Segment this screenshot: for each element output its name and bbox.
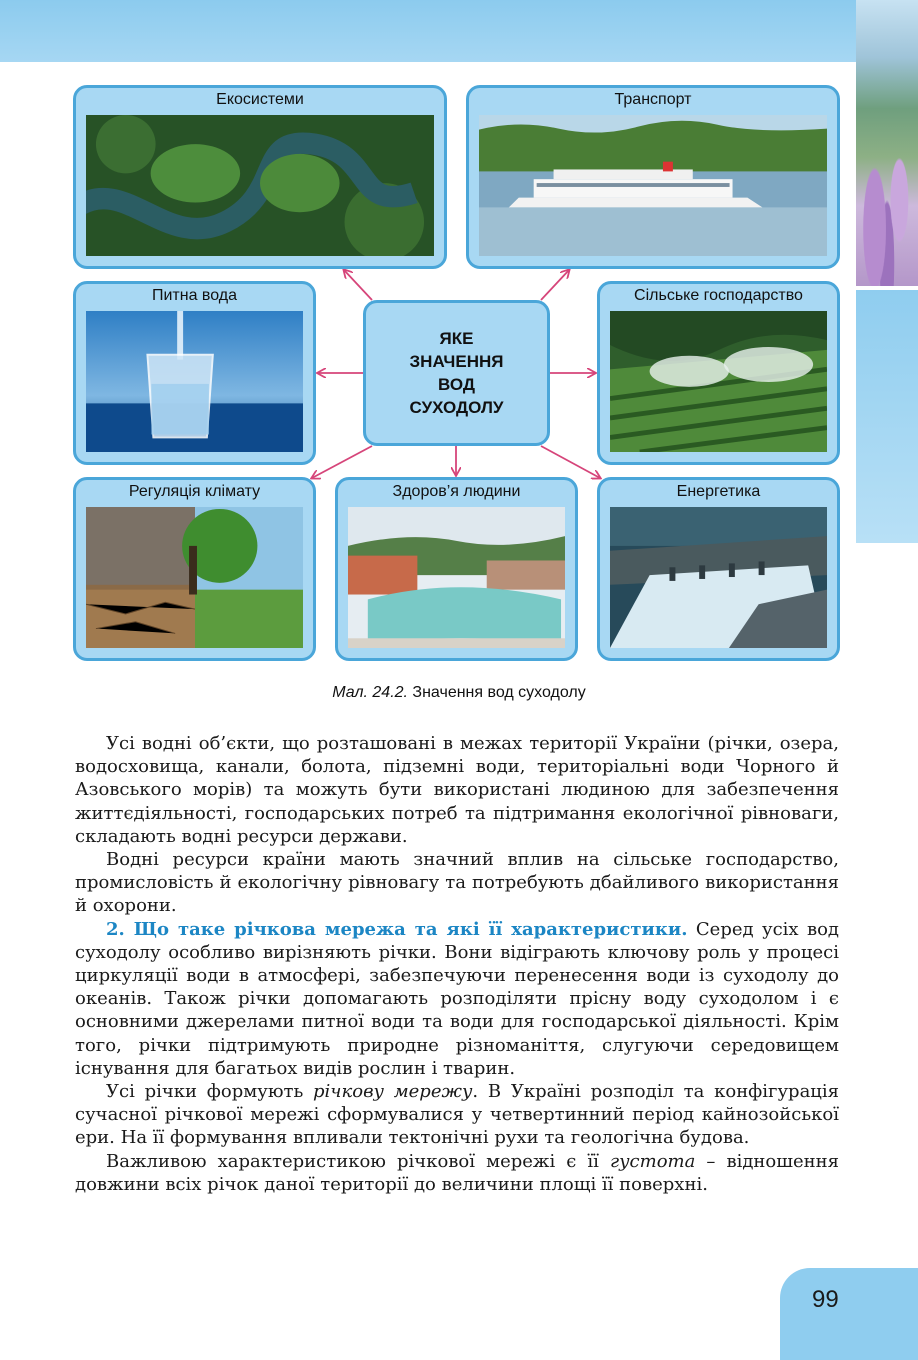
paragraph-density xyxy=(75,1150,839,1196)
paragraph-density-a: Важливою характеристикою річкової мережі є її xyxy=(106,1150,610,1172)
paragraph-river-network xyxy=(75,918,839,1080)
body-text xyxy=(75,732,839,1196)
panel-health xyxy=(335,477,578,661)
health-photo xyxy=(348,507,565,648)
climate-photo xyxy=(86,507,303,648)
paragraph-resource-impact: Водні ресурси країни мають значний вплив на сільське господарство, промисловість й екологічну рівновагу та потребують дбайливого використання й охорони. xyxy=(75,849,839,917)
panel-agriculture xyxy=(597,281,840,465)
paragraph-density-b: – відношення довжини всіх річок даної території до величини площі її поверхні. xyxy=(75,1150,839,1195)
term-river-network: річкову мережу xyxy=(313,1081,473,1103)
figure-caption xyxy=(0,684,918,702)
center-line-3: ВОД xyxy=(438,375,475,394)
ecosystems-photo xyxy=(86,115,434,256)
panel-energy xyxy=(597,477,840,661)
figure-caption-label: Мал. 24.2. xyxy=(332,684,408,701)
panel-climate xyxy=(73,477,316,661)
page-number: 99 xyxy=(812,1286,839,1313)
panel-transport xyxy=(466,85,840,269)
page-number-tab xyxy=(780,1268,918,1360)
center-line-1: ЯКЕ xyxy=(439,329,474,348)
center-line-4: СУХОДОЛУ xyxy=(409,398,504,417)
panel-climate-title: Регуляція клімату xyxy=(128,483,261,500)
paragraph-river-formation-b: . В Україні розподіл та конфігурація сучасної річкової мережі сформувалися у четвертинний період кайнозойської ери. На її формування впливали тектонічні рухи та геологічна будова. xyxy=(75,1081,839,1149)
paragraph-river-formation xyxy=(75,1080,839,1150)
center-question-box xyxy=(363,300,550,446)
drinking-water-photo xyxy=(86,311,303,452)
paragraph-river-formation-a: Усі річки формують xyxy=(106,1081,313,1103)
panel-ecosystems-title: Екосистеми xyxy=(216,91,304,108)
arrow-to-transport xyxy=(541,270,569,300)
side-decor-photo xyxy=(856,0,918,286)
side-decor-strip xyxy=(856,290,918,543)
panel-transport-title: Транспорт xyxy=(614,91,692,108)
paragraph-river-network-text: Серед усіх вод суходолу особливо вирізняють річки. Вони відіграють ключову роль у процесі циркуляції води в атмосфері, забезпечуючи перенесення води із суходолу до океанів. Також річки допомагають розподіляти прісну воду суходолом і є основними джерелами питної води та води для господарської діяльності. Крім того, річки підтримують природне різноманіття, слугуючи середовищем існування для багатьох видів рослин і тварин. xyxy=(75,918,840,1079)
arrow-to-energy xyxy=(541,446,600,478)
page-top-band xyxy=(0,0,918,62)
panel-ecosystems xyxy=(73,85,447,269)
panel-drinking-water xyxy=(73,281,316,465)
panel-drinking-water-title: Питна вода xyxy=(151,287,238,304)
paragraph-water-resources: Усі водні об’єкти, що розташовані в межах території України (річки, озера, водосховища, канали, болота, підземні води, територіальні води Чорного й Азовського морів) та можуть бути використані людиною для забезпечення життєдіяльності, господарських потреб та підтримання екологічної рівноваги, складають водні ресурси держави. xyxy=(75,733,839,847)
figure-caption-text: Значення вод суходолу xyxy=(407,684,586,701)
term-density: густота xyxy=(610,1150,696,1172)
panel-agriculture-title: Сільське господарство xyxy=(634,287,803,304)
center-line-2: ЗНАЧЕННЯ xyxy=(409,352,504,371)
center-question xyxy=(397,327,517,419)
panel-health-title: Здоров’я людини xyxy=(392,483,521,500)
panel-energy-title: Енергетика xyxy=(676,483,761,500)
section-heading: 2. Що таке річкова мережа та які її характеристики. xyxy=(106,918,688,940)
agriculture-photo xyxy=(610,311,827,452)
transport-photo xyxy=(479,115,827,256)
arrow-to-ecosystems xyxy=(344,270,372,300)
arrow-to-climate xyxy=(312,446,372,478)
energy-photo xyxy=(610,507,827,648)
